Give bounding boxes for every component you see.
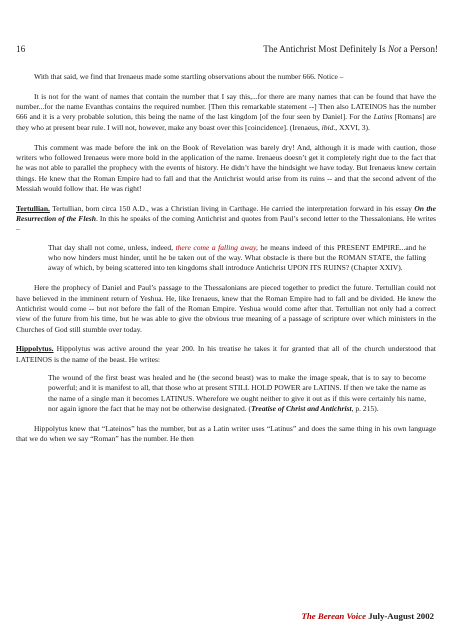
article-body — [16, 72, 436, 454]
hippolytus-section — [16, 344, 436, 365]
paragraph-text: ., XXVI, 3). — [333, 122, 370, 132]
paragraph-text: before the fall of the Roman Empire. Yeshua would come after that. Tertullian not only had a correct view of the future from his time, but he was able to give the obvious true meaning of a passage of scripture over which ministers in the Churches of God still stumble over today. — [16, 303, 436, 334]
running-title-emphasis: Not — [387, 44, 402, 54]
italic-text: not — [108, 303, 119, 313]
section-heading: Hippolytus. — [16, 344, 54, 354]
paragraph — [16, 92, 436, 133]
page-number: 16 — [16, 44, 26, 54]
running-title-part: a Person! — [401, 44, 438, 54]
tertullian-section — [16, 204, 436, 235]
quote-text: That day shall not come, unless, indeed, — [48, 242, 176, 252]
running-footer — [302, 611, 434, 622]
paragraph — [16, 72, 436, 82]
highlighted-quote-text: there come a falling away, — [175, 242, 258, 252]
block-quote — [48, 243, 426, 274]
paragraph-text: It is not for the want of names that contain the number that I say this,...for there are many names that can be found that have the number...for the name Evanthas contains the required number. [Then this remarkable statement --] Then also LATEINOS has the number 666 and it is a very probable solution, this being the name of the last kingdom [of the four seen by Daniel]. For the — [16, 91, 436, 122]
essay-title: On the Resurrection of the Flesh — [16, 203, 436, 224]
paragraph-text: Here the prophecy of Daniel and Paul’s passage to the Thessalonians are pieced together to predict the future. Tertullian could not have believed in the imminent return of Yeshua. He, like Irenaeus, knew that the Roman Empire had to fall and be divided. He knew the Antichrist would come -- but — [16, 283, 436, 313]
publication-name: The Berean Voice — [301, 611, 367, 621]
paragraph-text: . In this he speaks of the coming Antichrist and quotes from Paul’s second letter to the Thessalonians. He writes – — [16, 214, 436, 234]
paragraph-text: With that said, we find that Irenaeus made some startling observations about the number 666. Notice – — [34, 72, 344, 81]
paragraph — [16, 424, 436, 445]
running-title-part: The Antichrist Most Definitely Is — [263, 44, 388, 54]
paragraph — [16, 283, 436, 334]
section-heading: Tertullian. — [16, 203, 50, 213]
block-quote — [48, 373, 426, 414]
issue-date: July-August 2002 — [366, 611, 434, 621]
quote-text: he means indeed of this PRESENT EMPIRE...and he who now hinders must hinder, until he be taken out of the way. What obstacle is there but the ROMAN STATE, the falling away of which, by being scattered into ten kingdoms shall introduce Antichrist UPON ITS RUINS? (Chapter XXIV). — [48, 242, 427, 273]
paragraph-text: Hippolytus knew that “Lateinos” has the number, but as a Latin writer uses “Latinus” and does the same thing in his own language that we do when we say “Roman” has the number. He then — [16, 423, 436, 444]
paragraph — [16, 143, 436, 194]
running-title — [263, 44, 438, 55]
paragraph-text: Hippolytus was active around the year 200. In his treatise he takes it for granted that all of the church understood that LATEINOS is the name of the beast. He writes: — [16, 344, 436, 364]
paragraph-text: [Romans] are they who at present bear rule. I will not, however, make any boast over this [coincidence]. (Irenaeus, — [16, 112, 437, 132]
italic-text: ibid — [321, 122, 334, 132]
treatise-title: Treatise of Christ and Antichrist — [251, 404, 352, 414]
paragraph-text: This comment was made before the ink on the Book of Revelation was barely dry! And, although it is made with caution, those writers who followed Irenaeus were more bold in the application of the name. Irenaeus doesn’t get it completely right due to the fact that he was not able to parallel the prophecy with the events of history. He didn’t have the hindsight we have today. But Irenaeus knew certain things. He knew that the Roman Empire had to fall and that the Antichrist would arise from its ruins -- and that the second advent of the Messiah would follow that. He was right! — [16, 142, 436, 193]
quote-text: , p. 215). — [351, 404, 379, 414]
paragraph-text: Tertullian, born circa 150 A.D., was a Christian living in Carthage. He carried the interpretation forward in his essay — [49, 203, 415, 213]
quote-text: The wound of the first beast was healed and he (the second beast) was to make the image speak, that is to say to become powerful; and it is manifest to all, that those who at present STILL HOLD POWER are LATINS. If then we take the name as the name of a single man it becomes LATINUS. Wherefore we ought neither to give it out as if this were certainly his name, nor again ignore the fact that he may not be otherwise designated. ( — [48, 373, 426, 414]
italic-text: Latins — [373, 112, 393, 122]
running-header — [16, 44, 438, 55]
